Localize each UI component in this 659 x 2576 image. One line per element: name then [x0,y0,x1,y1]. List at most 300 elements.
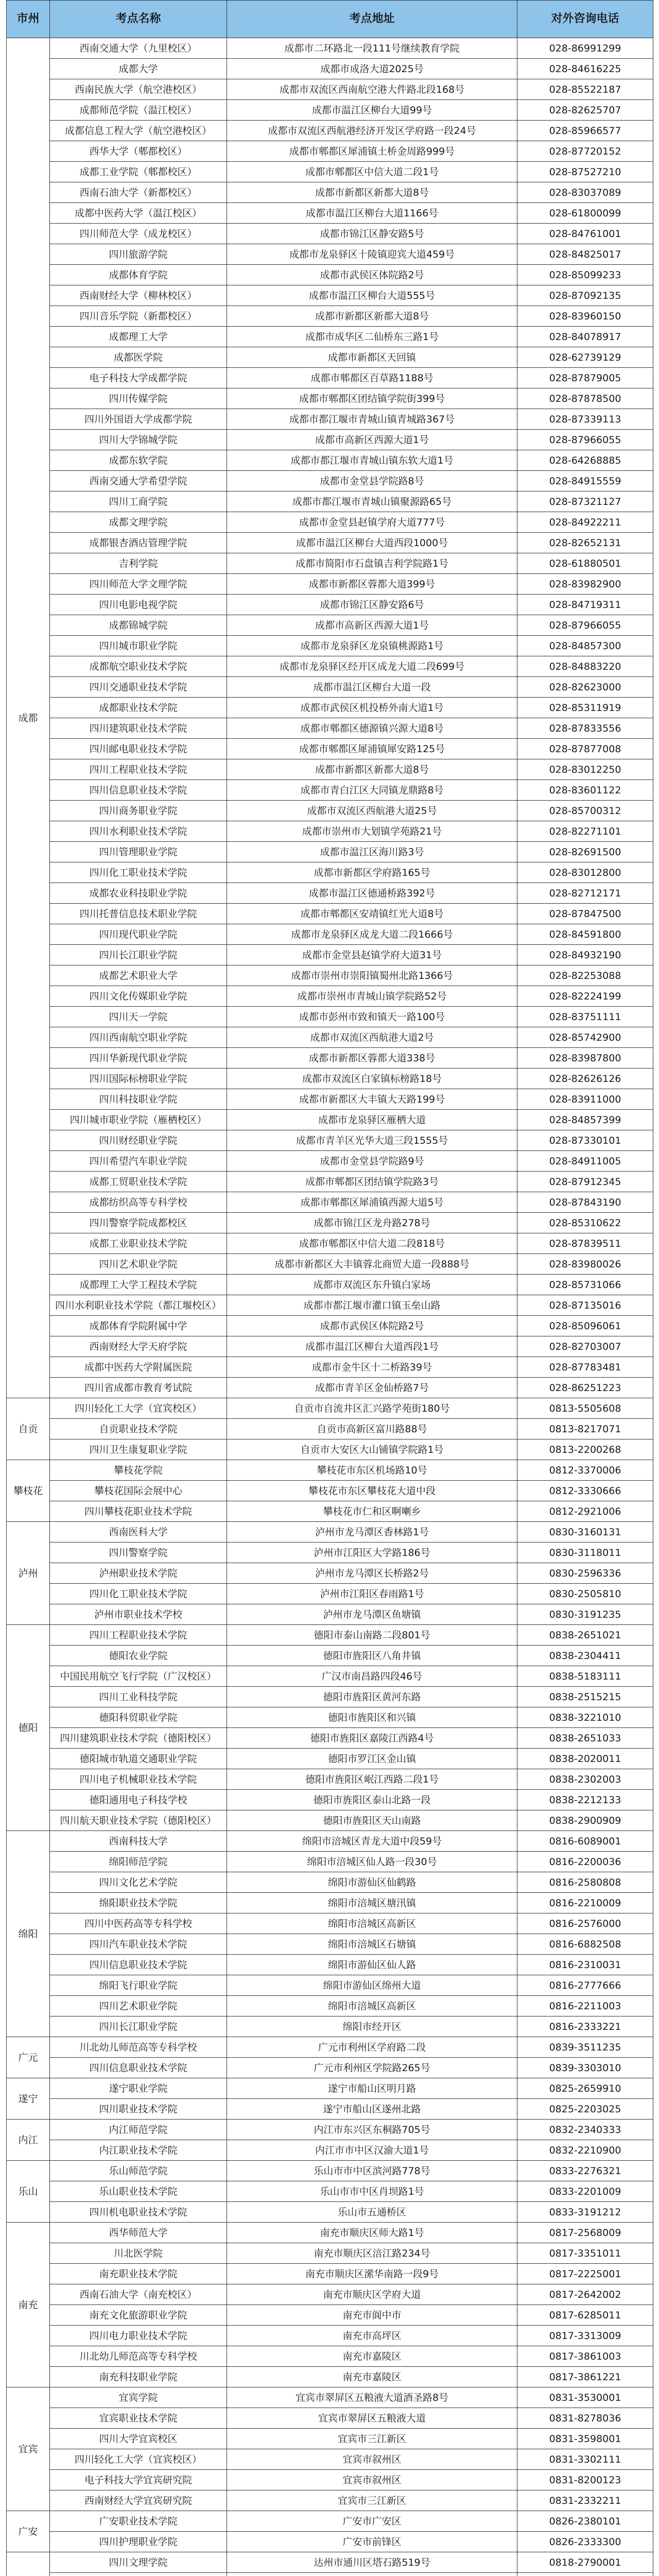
site-address-cell: 攀枝花市东区攀枝花大道中段 [227,1481,517,1501]
site-address-cell: 乐山市市中区滨河路778号 [227,2161,517,2181]
phone-cell: 0831-8200123 [517,2470,653,2490]
site-name-cell: 成都师范学院（温江校区） [50,100,227,121]
table-row [7,121,653,141]
site-name-cell: 成都中医药大学（温江校区） [50,203,227,224]
phone-cell: 0831-3598001 [517,2429,653,2449]
phone-cell: 028-87330101 [517,1130,653,1151]
site-name-cell: 德阳城市轨道交通职业学院 [50,1749,227,1769]
site-address-cell: 泸州市龙马潭区鱼塘镇 [227,1604,517,1625]
site-name-cell: 四川工业科技学院 [50,1687,227,1707]
phone-cell: 0825-2659910 [517,2078,653,2099]
site-name-cell: 四川交通职业技术学院 [50,677,227,698]
table-row [7,2367,653,2387]
site-address-cell: 成都市温江区海川路3号 [227,842,517,862]
table-header [7,1,653,38]
phone-cell: 028-87878500 [517,388,653,409]
phone-cell: 028-82626126 [517,1069,653,1089]
table-row [7,1419,653,1439]
phone-cell: 0816-2777666 [517,1975,653,1996]
table-row [7,182,653,203]
site-address-cell: 成都市温江区柳台大道555号 [227,285,517,306]
site-name-cell: 四川电子机械职业技术学院 [50,1769,227,1790]
phone-cell: 0826-2333300 [517,2532,653,2552]
site-address-cell: 绵阳市涪城区石塘镇 [227,1934,517,1955]
phone-cell: 0838-2302003 [517,1769,653,1790]
site-address-cell: 内江市东兴区东桐路705号 [227,2120,517,2140]
phone-cell: 028-84922211 [517,512,653,533]
site-address-cell: 成都市锦江区静安路5号 [227,224,517,244]
site-name-cell: 四川省成都市教育考试院 [50,1378,227,1398]
phone-cell: 0831-3302111 [517,2449,653,2470]
site-address-cell: 内江市市中区汉渝大道1号 [227,2140,517,2161]
table-row [7,1934,653,1955]
table-row [7,2181,653,2202]
site-name-cell: 四川希望汽车职业学院 [50,1151,227,1172]
table-row [7,2532,653,2552]
table-row [7,327,653,347]
table-row [7,512,653,533]
phone-cell: 0839-3511235 [517,2037,653,2058]
site-address-cell: 成都市武侯区体院路2号 [227,265,517,285]
table-row [7,656,653,677]
city-cell: 成都 [7,38,50,1398]
city-cell: 德阳 [7,1625,50,1831]
site-name-cell: 四川邮电职业技术学院 [50,739,227,759]
table-row [7,1790,653,1810]
site-name-cell: 四川旅游学院 [50,244,227,265]
table-row [7,2552,653,2573]
phone-cell: 028-84883220 [517,656,653,677]
site-name-cell: 成都理工大学 [50,327,227,347]
site-address-cell: 攀枝花市东区机场路10号 [227,1460,517,1481]
site-address-cell: 成都市武侯区体院路2号 [227,1316,517,1336]
table-row [7,2202,653,2223]
table-row [7,2490,653,2511]
city-cell: 内江 [7,2120,50,2161]
site-address-cell: 泸州市江阳区大学路186号 [227,1543,517,1563]
site-name-cell: 成都体育学院附属中学 [50,1316,227,1336]
site-address-cell: 成都市新都区蓉都大道338号 [227,1048,517,1069]
site-name-cell: 攀枝花学院 [50,1460,227,1481]
table-row [7,553,653,574]
phone-cell: 028-83987800 [517,1048,653,1069]
site-name-cell: 四川托普信息技术职业学院 [50,904,227,924]
site-address-cell: 广安市前锋区 [227,2532,517,2552]
header-site-address: 考点地址 [227,1,517,38]
table-row [7,265,653,285]
table-row [7,1481,653,1501]
site-name-cell: 四川工程职业技术学院 [50,759,227,780]
phone-cell: 028-87833556 [517,718,653,739]
site-address-cell: 成都市双流区东升镇白家场 [227,1275,517,1295]
site-name-cell: 西华师范大学 [50,2223,227,2243]
site-name-cell: 电子科技大学宜宾研究院 [50,2470,227,2490]
phone-cell: 028-84857300 [517,636,653,656]
phone-cell: 028-83911000 [517,1089,653,1110]
phone-cell: 0816-2576000 [517,1913,653,1934]
site-address-cell: 成都市郫都区犀浦镇犀安路125号 [227,739,517,759]
site-address-cell: 成都市都江堰市青城山镇聚源路65号 [227,492,517,512]
phone-cell: 0825-2203025 [517,2099,653,2120]
table-row [7,1955,653,1975]
city-cell: 广安 [7,2511,50,2552]
table-row [7,2429,653,2449]
site-address-cell: 成都市武侯区机投桥外南大道1号 [227,698,517,718]
site-address-cell: 成都市新都区蓉都大道399号 [227,574,517,595]
phone-cell: 028-87877008 [517,739,653,759]
site-name-cell: 川北幼儿师范高等专科学校 [50,2037,227,2058]
site-address-cell: 宜宾市叙州区 [227,2470,517,2490]
phone-cell: 0816-2333221 [517,2016,653,2037]
header-phone: 对外咨询电话 [517,1,653,38]
site-address-cell: 成都市温江区德通桥路392号 [227,883,517,904]
table-row [7,492,653,512]
site-name-cell: 四川长江职业学院 [50,2016,227,2037]
site-address-cell: 成都市新都区新都大道8号 [227,306,517,327]
site-address-cell: 广汉市南昌路四段46号 [227,1666,517,1687]
table-row [7,1975,653,1996]
site-name-cell: 西华大学（郫都校区） [50,141,227,162]
phone-cell: 0813-2200268 [517,1439,653,1460]
site-name-cell: 四川财经职业学院 [50,1130,227,1151]
site-name-cell: 成都医学院 [50,347,227,368]
site-address-cell: 成都市都江堰市青城山镇青城路367号 [227,409,517,430]
table-row [7,739,653,759]
site-name-cell: 西南民族大学（航空港校区） [50,79,227,100]
table-row [7,780,653,801]
phone-cell: 0826-2380101 [517,2511,653,2532]
site-address-cell: 德阳市旌阳区天山南路 [227,1810,517,1831]
table-row [7,1501,653,1522]
site-address-cell: 成都市新都区大丰镇蓉北商贸大道一段888号 [227,1254,517,1275]
phone-cell: 0838-2900909 [517,1810,653,1831]
site-name-cell: 成都锦城学院 [50,615,227,636]
phone-cell: 028-85966577 [517,121,653,141]
phone-cell: 028-83012800 [517,862,653,883]
phone-cell: 028-82703007 [517,1336,653,1357]
site-name-cell: 四川长江职业学院 [50,945,227,965]
site-address-cell: 成都市金堂县学院路8号 [227,471,517,492]
phone-cell: 028-82224199 [517,986,653,1007]
site-name-cell: 西南医科大学 [50,1522,227,1543]
phone-cell: 0812-3330666 [517,1481,653,1501]
table-row [7,1233,653,1254]
site-name-cell: 四川机电职业技术学院 [50,2202,227,2223]
table-row [7,100,653,121]
phone-cell: 028-84932190 [517,945,653,965]
site-address-cell: 成都市郫都区中信大道二段1号 [227,162,517,182]
phone-cell: 0817-2225001 [517,2264,653,2284]
site-name-cell: 四川建筑职业技术学院（德阳校区） [50,1728,227,1749]
phone-cell: 028-87879005 [517,368,653,388]
site-address-cell: 绵阳市涪城区高新区 [227,1996,517,2016]
site-address-cell: 成都市新都区新都大道8号 [227,182,517,203]
phone-cell: 028-84761001 [517,224,653,244]
phone-cell: 028-86251223 [517,1378,653,1398]
site-name-cell: 成都职业技术学院 [50,698,227,718]
table-row [7,904,653,924]
table-row [7,1563,653,1584]
table-row [7,1151,653,1172]
phone-cell: 0833-2201009 [517,2181,653,2202]
table-row [7,347,653,368]
table-row [7,1872,653,1893]
site-name-cell: 西南财经大学天府学院 [50,1336,227,1357]
table-row [7,2078,653,2099]
site-address-cell: 成都市金堂县赵镇学府大道31号 [227,945,517,965]
site-address-cell: 成都市郫都区德源镇兴源大道8号 [227,718,517,739]
site-address-cell [227,2573,517,2576]
phone-cell: 028-64268885 [517,450,653,471]
site-address-cell: 成都市简阳市石盘镇吉利学院路1号 [227,553,517,574]
phone-cell: 028-87843190 [517,1192,653,1213]
phone-cell: 0831-2332211 [517,2490,653,2511]
phone-cell: 0831-8278036 [517,2408,653,2429]
city-cell: 攀枝花 [7,1460,50,1522]
city-cell: 泸州 [7,1522,50,1625]
site-name-cell [50,2573,227,2576]
site-name-cell: 川北医学院 [50,2243,227,2264]
site-address-cell: 成都市郫都区安靖镇红光大道8号 [227,904,517,924]
table-row [7,1378,653,1398]
site-address-cell: 自贡市大安区大山铺镇学院路1号 [227,1439,517,1460]
phone-cell: 0838-2651021 [517,1625,653,1646]
table-row [7,965,653,986]
site-name-cell: 四川电力职业技术学院 [50,2326,227,2346]
phone-cell: 028-87527210 [517,162,653,182]
phone-cell: 028-82691500 [517,842,653,862]
phone-cell: 028-82625707 [517,100,653,121]
phone-cell: 0838-2020011 [517,1749,653,1769]
site-name-cell: 四川信息职业技术学院 [50,1955,227,1975]
table-row [7,2449,653,2470]
phone-cell: 028-83960150 [517,306,653,327]
site-name-cell: 四川化工职业技术学院 [50,862,227,883]
site-name-cell: 西南财经大学宜宾研究院 [50,2490,227,2511]
table-row [7,1831,653,1852]
site-name-cell: 四川音乐学院（新都校区） [50,306,227,327]
table-row [7,409,653,430]
site-name-cell: 四川国际标榜职业学院 [50,1069,227,1089]
phone-cell: 0838-2515215 [517,1687,653,1707]
site-address-cell: 成都市都江堰市灌口镇玉垒山路 [227,1295,517,1316]
table-row [7,718,653,739]
table-row [7,2264,653,2284]
site-name-cell: 中国民用航空飞行学院（广汉校区） [50,1666,227,1687]
site-address-cell: 成都市新都区天回镇 [227,347,517,368]
site-name-cell: 成都纺织高等专科学校 [50,1192,227,1213]
phone-cell: 028-61800099 [517,203,653,224]
table-row [7,1707,653,1728]
site-name-cell: 四川轻化工大学（宜宾校区） [50,1398,227,1419]
site-address-cell: 成都市锦江区静安路6号 [227,595,517,615]
site-address-cell: 成都市郫都区团结镇学院街399号 [227,388,517,409]
site-address-cell: 泸州市江阳区春雨路1号 [227,1584,517,1604]
site-name-cell: 成都东软学院 [50,450,227,471]
table-row [7,224,653,244]
site-address-cell: 成都市金牛区十二桥路39号 [227,1357,517,1378]
table-row [7,1048,653,1069]
site-name-cell: 南充文化旅游职业学院 [50,2305,227,2326]
table-row [7,945,653,965]
site-name-cell: 成都中医药大学附属医院 [50,1357,227,1378]
site-name-cell: 四川卫生康复职业学院 [50,1439,227,1460]
table-row [7,821,653,842]
site-name-cell: 西南财经大学（柳林校区） [50,285,227,306]
table-row [7,759,653,780]
site-address-cell: 广元市利州区学府路二段 [227,2037,517,2058]
site-name-cell: 四川文化传媒职业学院 [50,986,227,1007]
table-row [7,1089,653,1110]
site-address-cell: 成都市温江区柳台大道西段1号 [227,1336,517,1357]
site-address-cell: 宜宾市三江新区 [227,2490,517,2511]
site-name-cell: 四川现代职业学院 [50,924,227,945]
site-name-cell: 四川文理学院 [50,2552,227,2573]
phone-cell: 028-82271101 [517,821,653,842]
table-row [7,1646,653,1666]
phone-cell: 0812-2921006 [517,1501,653,1522]
site-name-cell: 成都银杏酒店管理学院 [50,533,227,553]
site-address-cell: 达州市通川区塔石路519号 [227,2552,517,2573]
phone-cell: 028-87839511 [517,1233,653,1254]
site-name-cell: 四川汽车职业技术学院 [50,1934,227,1955]
phone-cell: 0817-3861221 [517,2367,653,2387]
table-row [7,1357,653,1378]
phone-cell: 028-87720152 [517,141,653,162]
table-row [7,2016,653,2037]
phone-cell: 0831-3530001 [517,2387,653,2408]
site-name-cell: 四川科技职业学院 [50,1089,227,1110]
site-name-cell: 成都文理学院 [50,512,227,533]
site-address-cell: 南充市嘉陵区 [227,2346,517,2367]
site-name-cell: 德阳科贸职业学院 [50,1707,227,1728]
table-row [7,1584,653,1604]
phone-cell: 028-86991299 [517,38,653,59]
city-cell: 自贡 [7,1398,50,1460]
table-row [7,924,653,945]
table-row [7,1007,653,1027]
table-row [7,1604,653,1625]
table-row [7,1295,653,1316]
phone-cell: 0817-2568009 [517,2223,653,2243]
site-name-cell: 四川城市职业学院 [50,636,227,656]
site-name-cell: 四川职业技术学院 [50,2099,227,2120]
site-name-cell: 成都工贸职业技术学院 [50,1172,227,1192]
phone-cell: 028-85096061 [517,1316,653,1336]
table-row [7,244,653,265]
site-name-cell: 德阳农业学院 [50,1646,227,1666]
site-name-cell: 成都信息工程大学（航空港校区） [50,121,227,141]
phone-cell: 0838-2651033 [517,1728,653,1749]
site-name-cell: 四川信息职业技术学院 [50,780,227,801]
table-row [7,2573,653,2576]
site-name-cell: 四川化工职业技术学院 [50,1584,227,1604]
table-row [7,430,653,450]
site-name-cell: 遂宁职业学院 [50,2078,227,2099]
site-address-cell: 南充市顺庆区学府大道 [227,2284,517,2305]
site-address-cell: 南充市顺庆区潆华南路一段9号 [227,2264,517,2284]
table-row [7,2140,653,2161]
phone-cell: 028-83601122 [517,780,653,801]
phone-cell: 0838-2304411 [517,1646,653,1666]
site-address-cell: 成都市二环路北一段111号继续教育学院 [227,38,517,59]
phone-cell: 028-84857399 [517,1110,653,1130]
site-address-cell: 成都市崇州市青城山镇学院路52号 [227,986,517,1007]
phone-cell: 028-87847500 [517,904,653,924]
site-name-cell: 四川艺术职业学院 [50,1254,227,1275]
site-name-cell: 乐山职业技术学院 [50,2181,227,2202]
site-address-cell: 南充市顺庆区涪江路234号 [227,2243,517,2264]
table-row [7,883,653,904]
site-name-cell: 四川城市职业学院（雁栖校区） [50,1110,227,1130]
site-address-cell: 成都市新都区大丰镇大天路199号 [227,1089,517,1110]
site-address-cell: 绵阳市涪城区青龙大道中段59号 [227,1831,517,1852]
site-name-cell: 四川工程职业技术学院 [50,1625,227,1646]
site-name-cell: 南充科技职业学院 [50,2367,227,2387]
site-address-cell: 泸州市龙马潭区香林路1号 [227,1522,517,1543]
phone-cell: 0830-2505810 [517,1584,653,1604]
exam-sites-table [6,0,653,2576]
site-name-cell: 四川警察学院 [50,1543,227,1563]
table-row [7,162,653,182]
city-cell: 乐山 [7,2161,50,2223]
site-name-cell: 西南交通大学（九里校区） [50,38,227,59]
table-row [7,1996,653,2016]
site-name-cell: 四川警察学院成都校区 [50,1213,227,1233]
phone-cell: 028-84911005 [517,1151,653,1172]
table-row [7,1316,653,1336]
site-address-cell: 德阳市旌阳区黄河东路 [227,1687,517,1707]
phone-cell: 0838-3221010 [517,1707,653,1728]
site-address-cell: 成都市龙泉驿区成龙大道二段1666号 [227,924,517,945]
phone-cell: 0813-5505608 [517,1398,653,1419]
phone-cell: 0839-3303010 [517,2058,653,2078]
table-row [7,1069,653,1089]
site-name-cell: 四川轻化工大学（宜宾校区） [50,2449,227,2470]
phone-cell: 0818-2790001 [517,2552,653,2573]
table-row [7,2326,653,2346]
table-row [7,2223,653,2243]
phone-cell: 0830-3191235 [517,1604,653,1625]
table-row [7,2120,653,2140]
phone-cell: 028-82652131 [517,533,653,553]
site-address-cell: 德阳市罗江区金山镇 [227,1749,517,1769]
phone-cell: 028-62739129 [517,347,653,368]
site-address-cell: 德阳市旌阳区泰山北路一段 [227,1790,517,1810]
phone-cell: 028-85522187 [517,79,653,100]
site-address-cell: 宜宾市三江新区 [227,2429,517,2449]
site-address-cell: 成都市温江区柳台大道1166号 [227,203,517,224]
site-name-cell: 自贡职业技术学院 [50,1419,227,1439]
site-address-cell: 成都市成华区二仙桥东三路1号 [227,327,517,347]
site-address-cell: 广安市广安区 [227,2511,517,2532]
site-name-cell: 川北幼儿师范高等专科学校 [50,2346,227,2367]
site-name-cell: 四川师范大学（成龙校区） [50,224,227,244]
table-row [7,59,653,79]
site-address-cell: 成都市双流区西南航空港大件路北段168号 [227,79,517,100]
phone-cell: 028-84078917 [517,327,653,347]
site-name-cell: 四川建筑职业技术学院 [50,718,227,739]
phone-cell: 0830-3118011 [517,1543,653,1563]
table-row [7,862,653,883]
site-address-cell: 成都市龙泉驿区十陵镇迎宾大道459号 [227,244,517,265]
site-name-cell: 绵阳飞行职业学院 [50,1975,227,1996]
site-name-cell: 四川攀枝花职业技术学院 [50,1501,227,1522]
site-address-cell: 广元市利州区学院路265号 [227,2058,517,2078]
site-address-cell: 成都市青白江区大同镇龙鼎路8号 [227,780,517,801]
site-name-cell: 四川大学锦城学院 [50,430,227,450]
site-address-cell: 成都市新都区学府路165号 [227,862,517,883]
